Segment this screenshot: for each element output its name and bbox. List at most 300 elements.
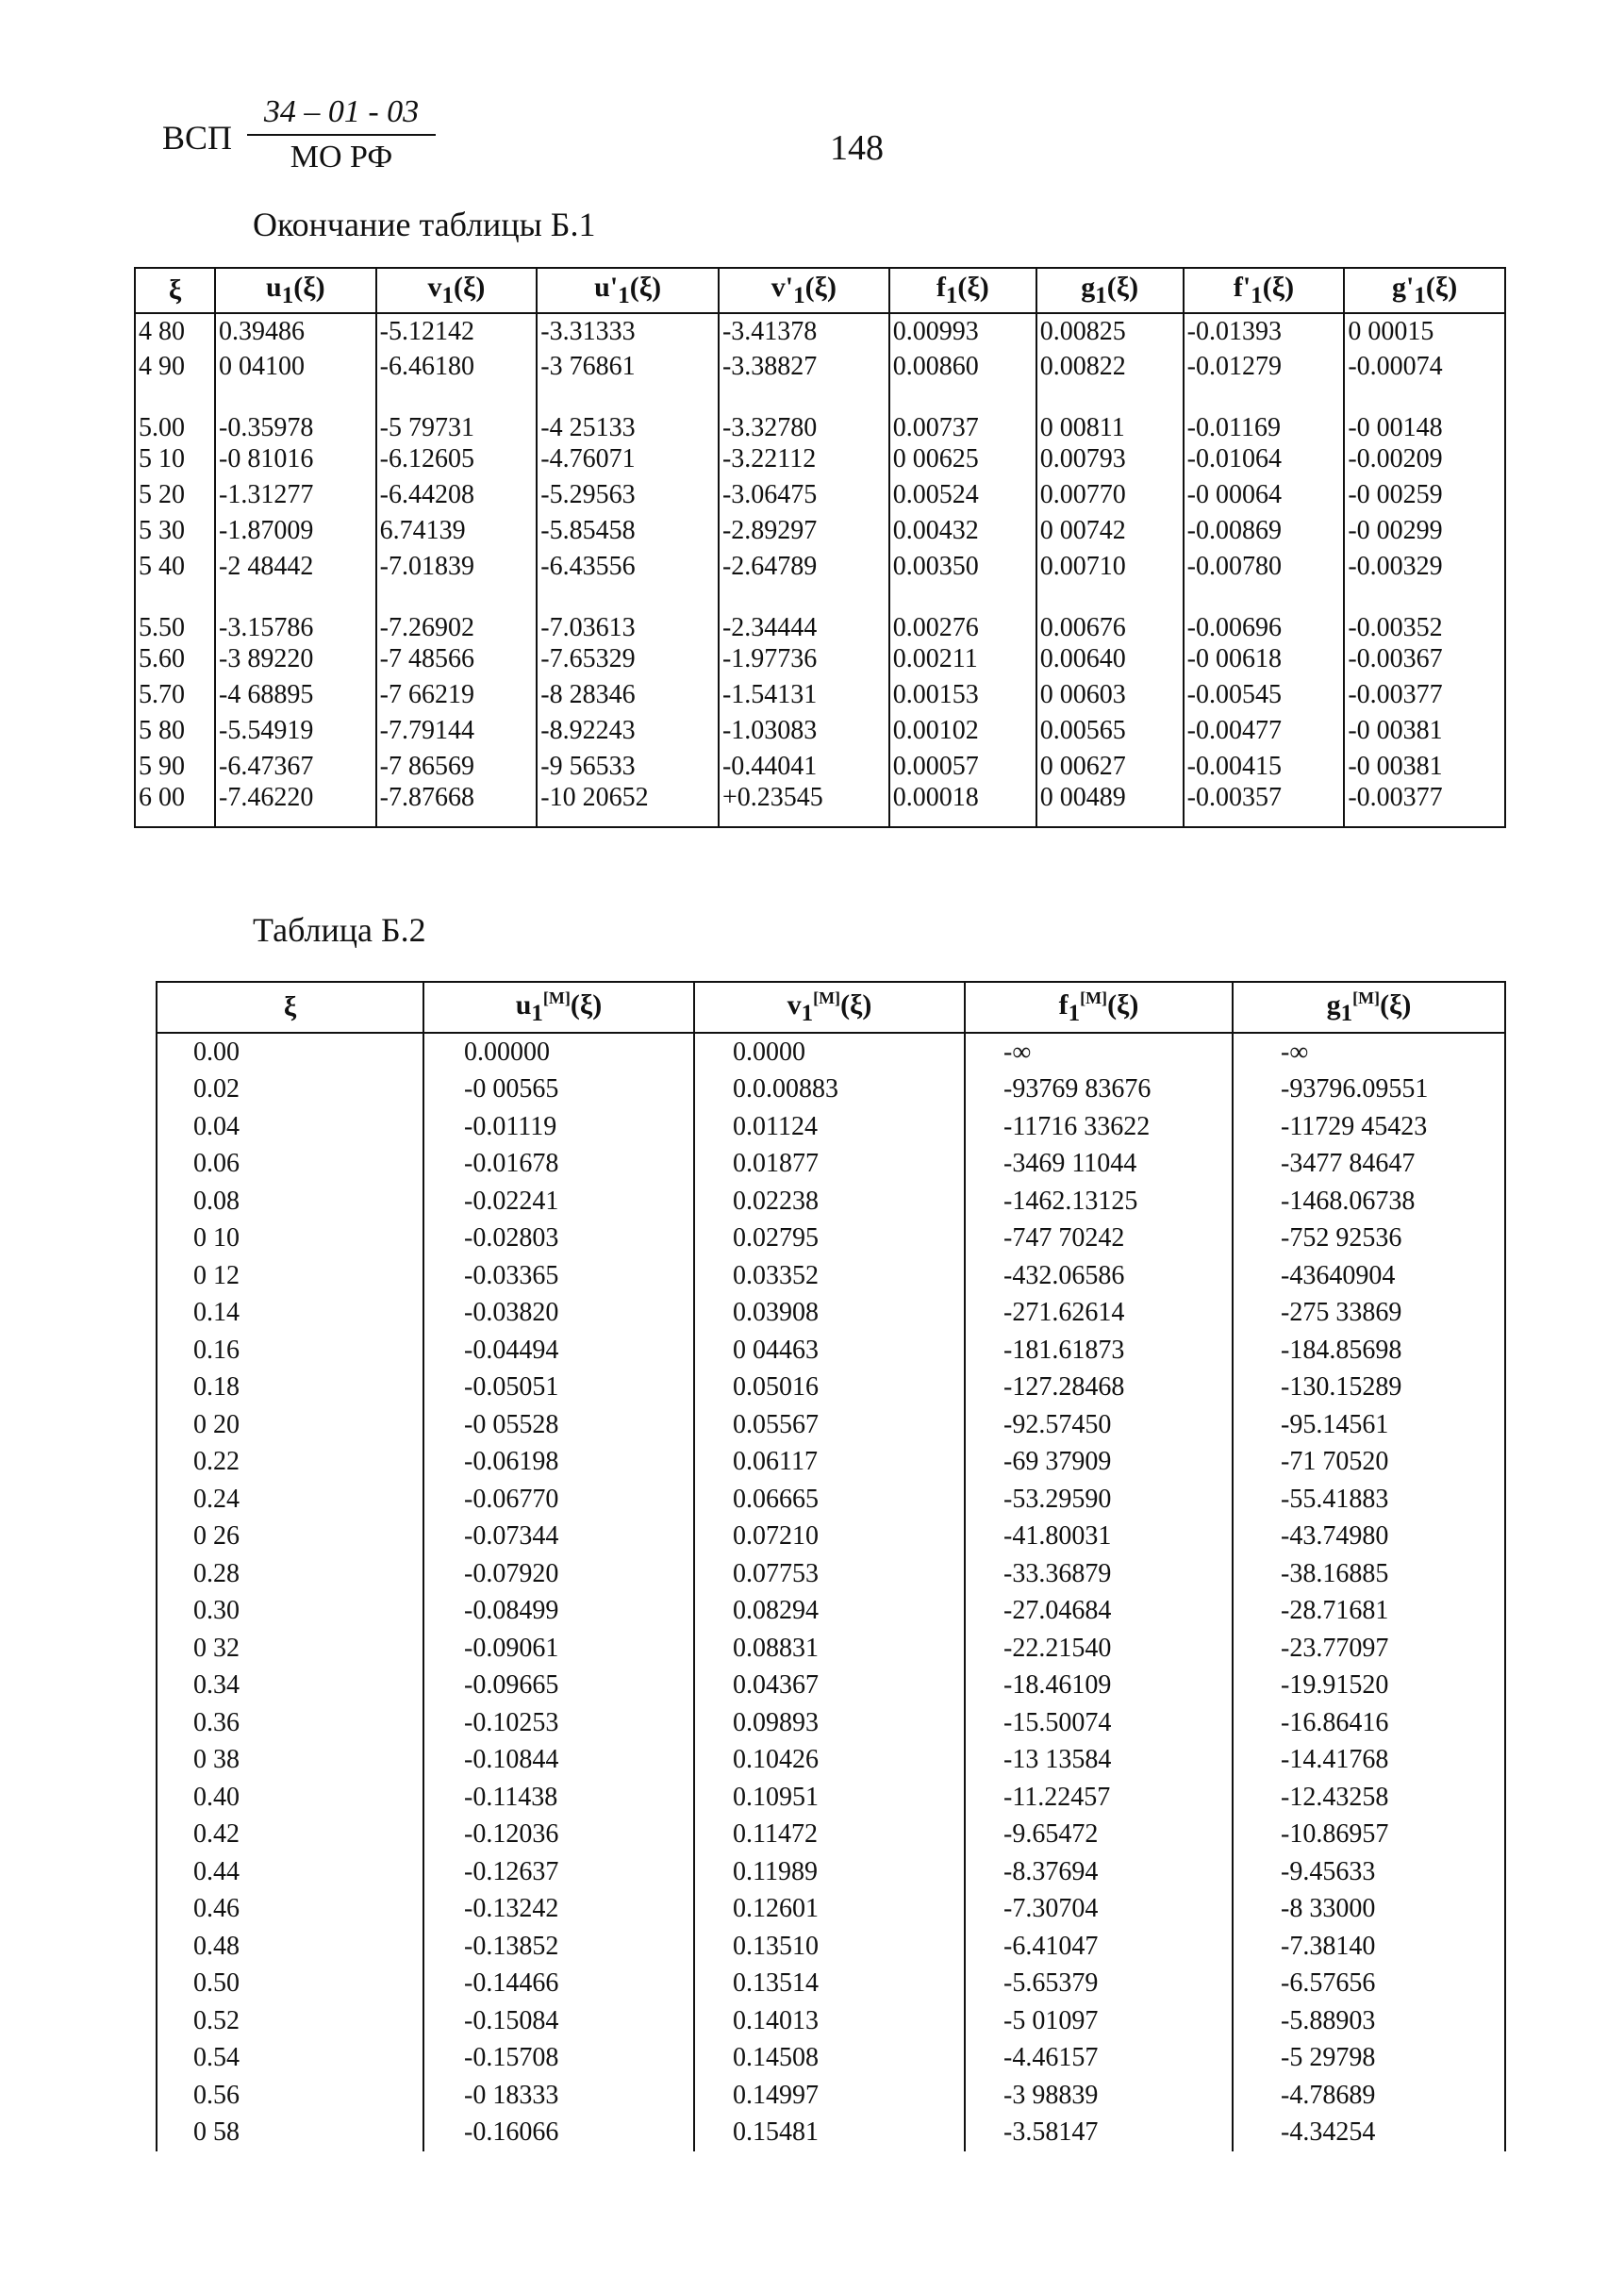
table-cell-value: 0.13510 [694, 1928, 965, 1966]
table-cell-value: -7.38140 [1233, 1928, 1505, 1966]
table-cell-value: -2.89297 [719, 513, 889, 549]
document-code-denominator: МО РФ [290, 140, 393, 174]
table-cell-value: 0.09893 [694, 1704, 965, 1742]
table-b2-body [157, 1033, 1505, 2151]
table-cell-value: 0.00860 [889, 349, 1036, 385]
table-cell-xi: 0.42 [157, 1817, 423, 1854]
table-cell-value: -9.45633 [1233, 1853, 1505, 1891]
table-row [157, 1891, 1505, 1929]
table-cell-value: -5 79731 [376, 385, 538, 441]
table-cell-value: 0.02795 [694, 1220, 965, 1258]
table-cell-value: -747 70242 [965, 1220, 1233, 1258]
table-cell-value: -0.03820 [423, 1295, 694, 1333]
table-cell-value: 0.11472 [694, 1817, 965, 1854]
table-cell-value: -3.15786 [215, 585, 376, 641]
table-cell-value: -1.03083 [719, 713, 889, 749]
table-cell-value: -5.29563 [537, 477, 719, 513]
table-cell-value: -2.64789 [719, 549, 889, 585]
table-row [157, 1033, 1505, 1071]
table-cell-value: 0.00211 [889, 641, 1036, 677]
table-cell-value: -0 81016 [215, 441, 376, 477]
table-cell-value: -0 00381 [1344, 749, 1505, 785]
table-cell-value: -7.87668 [376, 785, 538, 827]
table-cell-value: -0.09061 [423, 1630, 694, 1668]
table-cell-value: -12.43258 [1233, 1779, 1505, 1817]
table-cell-value: -0.04494 [423, 1332, 694, 1370]
table-row [157, 2115, 1505, 2152]
table-cell-value: 0 00603 [1036, 677, 1184, 713]
table-cell-value: 0.00102 [889, 713, 1036, 749]
table-cell-value: -0.08499 [423, 1593, 694, 1631]
table-b2 [156, 981, 1506, 2151]
table-cell-value: 0.06665 [694, 1481, 965, 1519]
table-cell-xi: 0.00 [157, 1033, 423, 1071]
table-cell-xi: 5.00 [135, 385, 215, 441]
table-cell-xi: 0.30 [157, 1593, 423, 1631]
column-header-g1: $g_1(\xi)$ [1036, 268, 1184, 313]
table-cell-value: -3 98839 [965, 2077, 1233, 2115]
table-cell-value: -3.06475 [719, 477, 889, 513]
table-cell-value: -69 37909 [965, 1444, 1233, 1482]
table-cell-xi: 4 90 [135, 349, 215, 385]
table-cell-value: -55.41883 [1233, 1481, 1505, 1519]
table-cell-value: 0.39486 [215, 313, 376, 349]
column-header-xi: ξ [157, 982, 423, 1033]
table-row [135, 677, 1505, 713]
table-cell-value: -8 28346 [537, 677, 719, 713]
table-cell-value: -13 13584 [965, 1742, 1233, 1780]
table-cell-xi: 0.22 [157, 1444, 423, 1482]
table-cell-value: 0.04367 [694, 1668, 965, 1705]
table-cell-value: -7.79144 [376, 713, 538, 749]
table-cell-value: -0.01393 [1184, 313, 1345, 349]
table-row [135, 513, 1505, 549]
table-cell-value: -95.14561 [1233, 1406, 1505, 1444]
table-cell-value: -0 00064 [1184, 477, 1345, 513]
table-row [157, 1183, 1505, 1220]
table-cell-xi: 0.50 [157, 1966, 423, 2003]
table-cell-value: 0.00524 [889, 477, 1036, 513]
table-cell-value: -8.92243 [537, 713, 719, 749]
column-header-v1: $v_1(\xi)$ [376, 268, 538, 313]
table-cell-value: -752 92536 [1233, 1220, 1505, 1258]
table-cell-value: 0.00676 [1036, 585, 1184, 641]
table-cell-value: -∞ [1233, 1033, 1505, 1071]
table-cell-value: -1.87009 [215, 513, 376, 549]
table-cell-value: -5.85458 [537, 513, 719, 549]
table-row [157, 2077, 1505, 2115]
table-cell-value: -92.57450 [965, 1406, 1233, 1444]
table-cell-value: 0.08294 [694, 1593, 965, 1631]
table-row [135, 385, 1505, 441]
table-cell-value: -0.13242 [423, 1891, 694, 1929]
table-row [157, 1108, 1505, 1146]
table-cell-value: -14.41768 [1233, 1742, 1505, 1780]
table-cell-xi: 0.16 [157, 1332, 423, 1370]
table-cell-value: -∞ [965, 1033, 1233, 1071]
table-cell-value: -0.44041 [719, 749, 889, 785]
column-header-f1-prime: $f'_1(\xi)$ [1184, 268, 1345, 313]
table-cell-value: -0.13852 [423, 1928, 694, 1966]
table-b2-caption: Таблица Б.2 [253, 911, 426, 949]
table-cell-value: -271.62614 [965, 1295, 1233, 1333]
table-cell-value: 0.01124 [694, 1108, 965, 1146]
table-cell-value: -6.47367 [215, 749, 376, 785]
table-cell-value: -9 56533 [537, 749, 719, 785]
table-row [157, 1257, 1505, 1295]
document-code-prefix: ВСП [162, 119, 233, 157]
table-row [135, 349, 1505, 385]
table-cell-value: 0 00489 [1036, 785, 1184, 827]
table-cell-value: -6.41047 [965, 1928, 1233, 1966]
table-cell-xi: 0.40 [157, 1779, 423, 1817]
table-cell-value: 0.10951 [694, 1779, 965, 1817]
table-cell-value: -43.74980 [1233, 1519, 1505, 1556]
table-cell-value: -0.07344 [423, 1519, 694, 1556]
table-cell-value: -7.26902 [376, 585, 538, 641]
table-row [157, 1220, 1505, 1258]
table-cell-value: -0.16066 [423, 2115, 694, 2152]
table-cell-value: 0.00793 [1036, 441, 1184, 477]
table-row [157, 1444, 1505, 1482]
table-cell-value: -0 18333 [423, 2077, 694, 2115]
table-cell-value: -8 33000 [1233, 1891, 1505, 1929]
column-header-v1-prime: $v'_1(\xi)$ [719, 268, 889, 313]
table-cell-value: -10 20652 [537, 785, 719, 827]
table-cell-value: -6.43556 [537, 549, 719, 585]
table-cell-value: -0.00869 [1184, 513, 1345, 549]
table-cell-value: -23.77097 [1233, 1630, 1505, 1668]
table-cell-value: -275 33869 [1233, 1295, 1505, 1333]
table-cell-xi: 5 40 [135, 549, 215, 585]
table-cell-value: -432.06586 [965, 1257, 1233, 1295]
table-cell-value: -33.36879 [965, 1555, 1233, 1593]
table-cell-value: 0.00710 [1036, 549, 1184, 585]
table-cell-value: -0.02803 [423, 1220, 694, 1258]
table-cell-value: -10.86957 [1233, 1817, 1505, 1854]
table-cell-value: -181.61873 [965, 1332, 1233, 1370]
table-cell-xi: 0 58 [157, 2115, 423, 2152]
table-cell-value: -2.34444 [719, 585, 889, 641]
table-b1-body [135, 313, 1505, 827]
table-cell-value: -3477 84647 [1233, 1146, 1505, 1184]
table-cell-value: -4 25133 [537, 385, 719, 441]
table-cell-value: 0.12601 [694, 1891, 965, 1929]
table-cell-value: 0.0000 [694, 1033, 965, 1071]
table-cell-value: -53.29590 [965, 1481, 1233, 1519]
table-row [135, 641, 1505, 677]
table-cell-value: +0.23545 [719, 785, 889, 827]
table-cell-xi: 5 10 [135, 441, 215, 477]
table-cell-value: -0.35978 [215, 385, 376, 441]
table-cell-value: -11729 45423 [1233, 1108, 1505, 1146]
column-header-f1-m: $f_1[M](\xi)$ [965, 982, 1233, 1033]
table-row [157, 1370, 1505, 1407]
table-cell-value: -38.16885 [1233, 1555, 1505, 1593]
table-cell-value: -43640904 [1233, 1257, 1505, 1295]
table-cell-value: -93769 83676 [965, 1071, 1233, 1109]
table-row [157, 2040, 1505, 2078]
table-cell-value: -8.37694 [965, 1853, 1233, 1891]
table-cell-value: 0 04100 [215, 349, 376, 385]
table-cell-value: -0.02241 [423, 1183, 694, 1220]
table-cell-value: -1.31277 [215, 477, 376, 513]
table-cell-value: -0 00259 [1344, 477, 1505, 513]
table-cell-xi: 0.02 [157, 1071, 423, 1109]
table-row [157, 1555, 1505, 1593]
table-cell-value: 0.07210 [694, 1519, 965, 1556]
table-row [157, 1742, 1505, 1780]
table-row [135, 585, 1505, 641]
column-header-u1-m: $u_1[M](\xi)$ [423, 982, 694, 1033]
table-cell-value: -0 00299 [1344, 513, 1505, 549]
table-cell-value: 0.02238 [694, 1183, 965, 1220]
table-cell-value: -5 29798 [1233, 2040, 1505, 2078]
table-cell-value: -0.03365 [423, 1257, 694, 1295]
table-cell-xi: 0.52 [157, 2002, 423, 2040]
table-cell-value: -0 00148 [1344, 385, 1505, 441]
table-cell-value: -11.22457 [965, 1779, 1233, 1817]
table-cell-value: -5.12142 [376, 313, 538, 349]
table-cell-value: 0.00350 [889, 549, 1036, 585]
table-cell-xi: 0.24 [157, 1481, 423, 1519]
table-cell-value: -7 86569 [376, 749, 538, 785]
table-cell-xi: 0.18 [157, 1370, 423, 1407]
table-cell-value: 0 00811 [1036, 385, 1184, 441]
table-row [157, 1853, 1505, 1891]
table-cell-value: -1462.13125 [965, 1183, 1233, 1220]
table-cell-value: -0.07920 [423, 1555, 694, 1593]
table-cell-xi: 0.44 [157, 1853, 423, 1891]
table-cell-value: -1.97736 [719, 641, 889, 677]
table-cell-xi: 0.56 [157, 2077, 423, 2115]
column-header-u1-prime: $u'_1(\xi)$ [537, 268, 719, 313]
table-cell-xi: 0.36 [157, 1704, 423, 1742]
table-cell-value: -0.00377 [1344, 677, 1505, 713]
table-cell-value: -27.04684 [965, 1593, 1233, 1631]
table-cell-value: 0.15481 [694, 2115, 965, 2152]
table-cell-value: -0.01064 [1184, 441, 1345, 477]
table-cell-xi: 0 12 [157, 1257, 423, 1295]
table-cell-value: 0.06117 [694, 1444, 965, 1482]
table-b1-caption: Окончание таблицы Б.1 [253, 206, 596, 243]
table-cell-xi: 5.60 [135, 641, 215, 677]
table-cell-value: -7.01839 [376, 549, 538, 585]
table-cell-value: -7.46220 [215, 785, 376, 827]
table-cell-value: -184.85698 [1233, 1332, 1505, 1370]
table-cell-value: 0 00625 [889, 441, 1036, 477]
table-cell-value: -3.32780 [719, 385, 889, 441]
table-cell-xi: 0.14 [157, 1295, 423, 1333]
column-header-g1-m: $g_1[M](\xi)$ [1233, 982, 1505, 1033]
table-cell-value: -9.65472 [965, 1817, 1233, 1854]
table-row [135, 441, 1505, 477]
table-cell-value: -93796.09551 [1233, 1071, 1505, 1109]
table-cell-value: -0.01119 [423, 1108, 694, 1146]
table-cell-value: 0.0.00883 [694, 1071, 965, 1109]
table-cell-value: -0.10253 [423, 1704, 694, 1742]
table-cell-value: 0 00015 [1344, 313, 1505, 349]
table-cell-xi: 5.70 [135, 677, 215, 713]
table-cell-value: -0.12036 [423, 1817, 694, 1854]
table-cell-value: -3 76861 [537, 349, 719, 385]
table-cell-value: -0.00477 [1184, 713, 1345, 749]
table-cell-value: 0.14508 [694, 2040, 965, 2078]
table-cell-value: -0.09665 [423, 1668, 694, 1705]
table-cell-value: -0.00074 [1344, 349, 1505, 385]
table-cell-value: 0.00737 [889, 385, 1036, 441]
table-cell-value: -130.15289 [1233, 1370, 1505, 1407]
table-row [135, 713, 1505, 749]
table-cell-xi: 0.48 [157, 1928, 423, 1966]
column-header-g1-prime: $g'_1(\xi)$ [1344, 268, 1505, 313]
table-cell-value: -0 00381 [1344, 713, 1505, 749]
table-cell-value: -7.65329 [537, 641, 719, 677]
page-number: 148 [830, 128, 884, 168]
table-cell-value: -0 00618 [1184, 641, 1345, 677]
document-code-numerator: 34 – 01 - 03 [247, 94, 436, 136]
table-cell-xi: 0 32 [157, 1630, 423, 1668]
table-row [135, 749, 1505, 785]
table-cell-value: 0.11989 [694, 1853, 965, 1891]
table-cell-value: -41.80031 [965, 1519, 1233, 1556]
table-cell-value: 0.05567 [694, 1406, 965, 1444]
table-cell-value: 0.14013 [694, 2002, 965, 2040]
table-cell-value: -4.76071 [537, 441, 719, 477]
table-row [157, 1406, 1505, 1444]
table-cell-value: 0.00770 [1036, 477, 1184, 513]
table-cell-value: 0.03352 [694, 1257, 965, 1295]
table-cell-value: -3469 11044 [965, 1146, 1233, 1184]
table-cell-value: -6.44208 [376, 477, 538, 513]
table-cell-value: 0.00822 [1036, 349, 1184, 385]
table-row [157, 1704, 1505, 1742]
table-cell-value: 0.10426 [694, 1742, 965, 1780]
table-row [135, 313, 1505, 349]
table-cell-value: -7.03613 [537, 585, 719, 641]
table-cell-value: 0.00000 [423, 1033, 694, 1071]
table-cell-xi: 6 00 [135, 785, 215, 827]
table-cell-value: 0.00276 [889, 585, 1036, 641]
table-cell-value: -7 66219 [376, 677, 538, 713]
table-cell-value: -15.50074 [965, 1704, 1233, 1742]
table-row [135, 785, 1505, 827]
table-cell-value: 0.03908 [694, 1295, 965, 1333]
table-cell-xi: 0.06 [157, 1146, 423, 1184]
table-cell-value: -0.06770 [423, 1481, 694, 1519]
table-b1-header-row [135, 268, 1505, 313]
table-cell-xi: 0 26 [157, 1519, 423, 1556]
table-row [157, 1071, 1505, 1109]
table-cell-value: -5.88903 [1233, 2002, 1505, 2040]
column-header-xi: ξ [135, 268, 215, 313]
table-cell-value: 0.01877 [694, 1146, 965, 1184]
table-cell-value: -6.57656 [1233, 1966, 1505, 2003]
table-row [157, 1519, 1505, 1556]
table-cell-xi: 0.08 [157, 1183, 423, 1220]
table-cell-xi: 0.46 [157, 1891, 423, 1929]
table-cell-value: -0.14466 [423, 1966, 694, 2003]
table-cell-value: -0.00415 [1184, 749, 1345, 785]
table-cell-value: -3.58147 [965, 2115, 1233, 2152]
table-cell-value: -22.21540 [965, 1630, 1233, 1668]
table-cell-value: -5.65379 [965, 1966, 1233, 2003]
table-cell-value: -0.00329 [1344, 549, 1505, 585]
table-cell-value: -7 48566 [376, 641, 538, 677]
table-row [157, 1668, 1505, 1705]
table-cell-value: -11716 33622 [965, 1108, 1233, 1146]
table-cell-value: -127.28468 [965, 1370, 1233, 1407]
table-cell-value: -2 48442 [215, 549, 376, 585]
table-row [135, 549, 1505, 585]
table-cell-xi: 0.54 [157, 2040, 423, 2078]
table-cell-xi: 0 38 [157, 1742, 423, 1780]
table-row [157, 2002, 1505, 2040]
table-cell-xi: 5 20 [135, 477, 215, 513]
table-cell-value: -0.11438 [423, 1779, 694, 1817]
table-cell-xi: 0.34 [157, 1668, 423, 1705]
table-cell-value: -0.01279 [1184, 349, 1345, 385]
table-cell-value: -3.22112 [719, 441, 889, 477]
table-cell-value: -0 00565 [423, 1071, 694, 1109]
table-cell-xi: 5 80 [135, 713, 215, 749]
table-row [157, 1481, 1505, 1519]
table-cell-value: 0.00057 [889, 749, 1036, 785]
table-cell-xi: 0.28 [157, 1555, 423, 1593]
table-row [135, 477, 1505, 513]
table-b1 [134, 267, 1506, 828]
table-cell-value: -1.54131 [719, 677, 889, 713]
table-cell-value: 0.08831 [694, 1630, 965, 1668]
table-cell-value: -0.01169 [1184, 385, 1345, 441]
table-cell-value: -19.91520 [1233, 1668, 1505, 1705]
table-row [157, 1817, 1505, 1854]
table-cell-value: -0.06198 [423, 1444, 694, 1482]
table-cell-value: -6.46180 [376, 349, 538, 385]
table-cell-value: -0.00545 [1184, 677, 1345, 713]
table-cell-value: -3 89220 [215, 641, 376, 677]
table-cell-value: 0.00565 [1036, 713, 1184, 749]
table-cell-value: -5 01097 [965, 2002, 1233, 2040]
table-cell-value: 0.14997 [694, 2077, 965, 2115]
table-cell-value: -0.10844 [423, 1742, 694, 1780]
table-cell-value: -0.01678 [423, 1146, 694, 1184]
column-header-u1: $u_1(\xi)$ [215, 268, 376, 313]
table-cell-xi: 5 90 [135, 749, 215, 785]
table-row [157, 1332, 1505, 1370]
table-cell-xi: 0 20 [157, 1406, 423, 1444]
table-row [157, 1966, 1505, 2003]
table-cell-value: -3.38827 [719, 349, 889, 385]
table-cell-value: -3.31333 [537, 313, 719, 349]
table-row [157, 1146, 1505, 1184]
table-cell-value: -28.71681 [1233, 1593, 1505, 1631]
table-cell-value: -0.00696 [1184, 585, 1345, 641]
table-cell-xi: 5 30 [135, 513, 215, 549]
table-cell-value: 0.13514 [694, 1966, 965, 2003]
table-cell-value: -0.00209 [1344, 441, 1505, 477]
column-header-v1-m: $v_1[M](\xi)$ [694, 982, 965, 1033]
column-header-f1: $f_1(\xi)$ [889, 268, 1036, 313]
table-cell-value: 0.00432 [889, 513, 1036, 549]
table-cell-value: -6.12605 [376, 441, 538, 477]
table-cell-xi: 0 10 [157, 1220, 423, 1258]
table-cell-value: 6.74139 [376, 513, 538, 549]
table-cell-value: 0.00640 [1036, 641, 1184, 677]
table-cell-value: 0 00627 [1036, 749, 1184, 785]
table-cell-value: 0.00153 [889, 677, 1036, 713]
table-row [157, 1630, 1505, 1668]
